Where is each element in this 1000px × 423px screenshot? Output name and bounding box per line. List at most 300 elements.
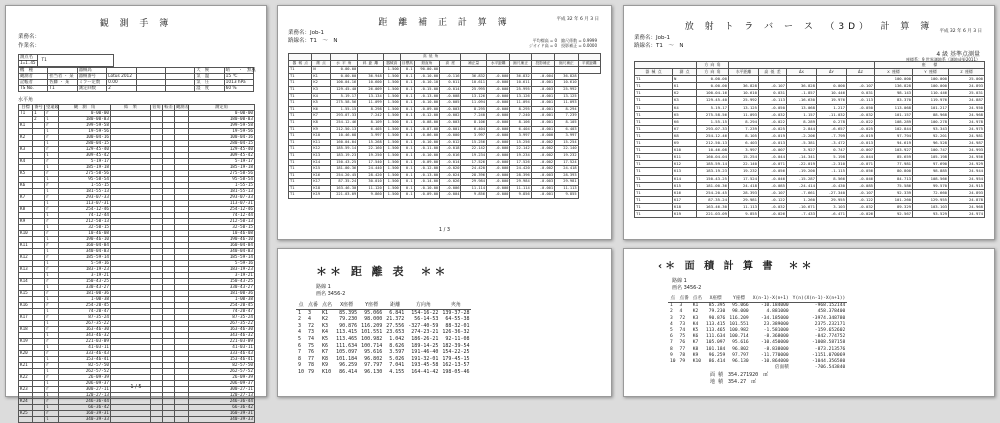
info-cell: T1 <box>48 86 77 92</box>
info-cell: 2 <box>107 86 136 92</box>
table-cell: -1.115 <box>817 168 847 175</box>
area-calculation-meta-route: 路線 1 <box>672 278 687 284</box>
table-cell: -0.001 <box>531 80 554 87</box>
table-cell: 7.239 <box>729 125 759 132</box>
table-cell: -10.864000 <box>761 359 789 365</box>
table-cell: 24.974 <box>949 210 985 217</box>
column-header: Y座標 <box>359 302 384 309</box>
table-row <box>635 118 985 125</box>
table-cell: K11 <box>312 139 330 146</box>
info-cell: 観測者 <box>19 74 48 80</box>
table-cell: K4 <box>312 93 330 100</box>
table-cell: K19 <box>19 339 33 345</box>
table-cell: -2.206 <box>787 132 817 139</box>
table-row <box>289 179 601 186</box>
table-cell: 246-36-44 <box>189 399 255 405</box>
table-cell: -8.368000 <box>763 334 789 340</box>
distance-correction-meta-route: 路線名：T1 ～ N <box>288 38 338 44</box>
table-cell: 0.011 <box>440 80 461 87</box>
column-header: ΔZ <box>847 69 875 76</box>
table-cell: 86.414 <box>339 368 358 375</box>
column-header: 投影補正 <box>531 60 554 67</box>
table-cell: -10.184000 <box>761 303 789 309</box>
column-header: 測 点 <box>312 60 330 67</box>
table-cell: -0.025 <box>759 125 787 132</box>
table-cell: K5 <box>692 328 699 334</box>
table-cell: 275-58-56 <box>189 171 255 177</box>
table-cell: 181-00-36 <box>697 182 729 189</box>
table-cell: 98.143 <box>875 90 913 97</box>
table-cell: 10.610 <box>555 80 578 87</box>
table-cell: 74-12-44 <box>189 213 255 219</box>
table-cell: K4 <box>19 159 33 165</box>
table-cell: 0.000 <box>817 83 847 90</box>
station-box <box>18 54 114 67</box>
table-cell: 4 <box>679 309 683 315</box>
table-cell: K10 <box>19 231 33 237</box>
table-cell: r <box>45 363 59 369</box>
radial-traverse-note: 座標系：9 世界測地系（測地成果2011） <box>906 57 980 62</box>
info-cell: TS No. <box>19 86 48 92</box>
table-row <box>635 83 985 90</box>
table-cell: 19-59-56 <box>59 129 111 135</box>
table-cell: 8.295 <box>510 106 531 113</box>
table-cell: l <box>45 225 59 231</box>
column-header: X(n-1)-X(n+1) <box>752 296 789 301</box>
column-header: 較差 <box>164 105 173 110</box>
area-value: 354.271920 <box>728 372 759 379</box>
column-header: 目標 <box>19 105 33 111</box>
table-cell: 1.217 <box>817 104 847 111</box>
table-cell <box>111 417 151 423</box>
info-cell: 機 種 <box>19 68 48 74</box>
table-row <box>296 369 471 376</box>
table-cell <box>163 417 175 423</box>
table-cell: l <box>45 165 59 171</box>
table-cell: 1.500 <box>383 179 400 186</box>
table-cell: 24.878 <box>949 196 985 203</box>
table-cell: 111.634 <box>705 334 726 340</box>
table-cell: T1 <box>289 119 312 126</box>
table-cell: -0.016 <box>440 152 461 159</box>
table-cell: 96.130 <box>732 359 749 365</box>
table-cell: 160-39-31 <box>59 411 111 417</box>
table-cell: 1 <box>670 303 673 309</box>
table-cell: -7.433 <box>787 210 817 217</box>
table-cell: -0.000 <box>486 185 509 192</box>
table-cell: 83.370 <box>875 97 913 104</box>
info-cell: 60 % <box>224 86 253 92</box>
table-cell: r <box>45 123 59 129</box>
table-cell: 1.500 <box>383 106 400 113</box>
table-cell: -22.019 <box>787 161 817 168</box>
table-cell: K2 <box>673 90 697 97</box>
table-cell: 0.1 <box>400 166 414 173</box>
table-cell: 185-59-14 <box>697 161 729 168</box>
table-cell <box>440 67 461 74</box>
table-cell: 101.551 <box>729 321 749 327</box>
info-cell <box>136 86 165 92</box>
table-cell: 17.526 <box>510 159 531 166</box>
table-cell: 254-20-45 <box>189 303 255 309</box>
table-cell: 1.500 <box>383 113 400 120</box>
table-cell: 185-59-14 <box>189 255 255 261</box>
table-cell: 96.802 <box>732 346 749 352</box>
table-cell: -0.122 <box>759 196 787 203</box>
table-row <box>635 182 985 189</box>
table-cell: -6.471 <box>817 210 847 217</box>
table-cell: 105.198 <box>913 154 949 161</box>
table-cell: 8.109 <box>358 119 384 126</box>
table-cell: 6.403 <box>729 140 759 147</box>
table-cell: -0.000 <box>531 133 554 140</box>
table-cell: r <box>45 411 59 417</box>
table-row <box>289 166 601 173</box>
table-cell: 74 <box>679 328 686 334</box>
table-cell: 19.232 <box>555 152 578 159</box>
table-cell: 79 <box>679 359 686 365</box>
table-cell: 95.066 <box>732 303 749 309</box>
table-cell: 190-46-10 <box>59 237 111 243</box>
table-cell: 7.240 <box>510 113 531 120</box>
table-cell: -3974.348780 <box>812 315 846 321</box>
table-cell: 181-00-36 <box>189 291 255 297</box>
table-cell: 5-59-16 <box>189 261 255 267</box>
table-cell: 3.597 <box>389 349 405 356</box>
table-cell: K3 <box>19 147 33 153</box>
table-cell: 183-19-23 <box>697 168 729 175</box>
table-cell: -1.857 <box>787 90 817 97</box>
distance-table-meta-name: 画名 3456-2 <box>316 291 346 297</box>
table-cell: T1 <box>289 80 312 87</box>
table-row <box>296 323 471 330</box>
table-row <box>635 132 985 139</box>
table-cell: 100-04-16 <box>697 90 729 97</box>
table-cell: 100.982 <box>361 335 383 342</box>
table-cell: 185-59-14 <box>330 146 358 153</box>
table-cell: l <box>45 321 59 327</box>
table-cell: -0.032 <box>759 111 787 118</box>
table-cell: 100-04-16 <box>59 135 111 141</box>
table-cell: 309-45-42 <box>189 153 255 159</box>
table-cell: -0.107 <box>759 189 787 196</box>
table-cell: 1 <box>298 309 302 316</box>
table-cell: r <box>45 279 59 285</box>
table-cell: 1.500 <box>383 192 400 199</box>
table-cell: 64-55-38 <box>445 316 470 323</box>
table-cell: -0-12-00 <box>414 113 440 120</box>
table-cell: 100.000 <box>875 76 913 83</box>
table-cell: 87-35-24 <box>189 315 255 321</box>
column-header: 縮尺補正 <box>510 60 531 67</box>
table-cell: 98.885 <box>913 168 949 175</box>
table-cell: -0.026 <box>759 210 787 217</box>
table-cell: 29.984 <box>461 179 487 186</box>
table-cell <box>461 67 487 74</box>
table-cell: 97.794 <box>875 132 913 139</box>
distance-correction-page-number: 1 / 3 <box>438 227 451 233</box>
table-cell: K2 <box>19 135 33 141</box>
table-cell: -0.000 <box>486 179 509 186</box>
table-cell: 1.042 <box>389 335 405 342</box>
table-cell: 274-23-21 <box>411 329 439 336</box>
table-cell: K16 <box>312 172 330 179</box>
table-cell: K17 <box>19 315 33 321</box>
table-cell: -0.001 <box>531 106 554 113</box>
table-cell <box>555 67 578 74</box>
column-header: 点名 <box>692 296 702 301</box>
table-cell: 102.844 <box>875 125 913 132</box>
table-cell: 41-03-11 <box>59 345 111 351</box>
table-cell: 22.142 <box>461 146 487 153</box>
table-cell: 160-04-04 <box>697 154 729 161</box>
table-cell: K10 <box>673 147 697 154</box>
table-cell: 8.294 <box>729 118 759 125</box>
table-cell: r <box>45 315 59 321</box>
table-cell: 8 <box>670 346 673 352</box>
table-cell: 267-35-22 <box>59 321 111 327</box>
table-cell: 22.140 <box>729 161 759 168</box>
table-cell: 185-59-14 <box>59 255 111 261</box>
table-cell: -0.000 <box>486 126 509 133</box>
table-cell: l <box>45 201 59 207</box>
table-cell: 0.1 <box>400 73 414 80</box>
table-cell: 25.031 <box>949 90 985 97</box>
table-cell: 92.339 <box>875 189 913 196</box>
table-cell: r <box>45 339 59 345</box>
table-cell: K6 <box>322 342 329 349</box>
table-cell: K7 <box>673 125 697 132</box>
table-cell: K18 <box>673 203 697 210</box>
table-cell: 78 <box>308 362 315 369</box>
info-cell <box>165 86 194 92</box>
radial-traverse-table <box>634 61 985 218</box>
table-cell: 15.256 <box>510 139 531 146</box>
table-cell: 100.747 <box>913 147 949 154</box>
table-cell: K15 <box>312 166 330 173</box>
table-cell: 22.140 <box>555 146 578 153</box>
table-cell: 90.876 <box>708 315 726 321</box>
table-cell: 85.395 <box>339 309 358 316</box>
table-row <box>289 133 601 140</box>
table-cell: 1.500 <box>383 93 400 100</box>
distance-table-title: ＊＊ 距 離 表 ＊＊ <box>316 265 449 278</box>
column-header: X 座標 <box>875 69 913 76</box>
table-cell: 100.278 <box>913 118 949 125</box>
table-row <box>635 111 985 118</box>
table-row <box>289 126 601 133</box>
table-cell: -0.026 <box>440 179 461 186</box>
info-cell: ミラー定数 <box>77 80 106 86</box>
table-cell: 24.968 <box>949 203 985 210</box>
table-cell: -0.000 <box>486 159 509 166</box>
table-cell: T1 <box>289 100 312 107</box>
table-cell: K2 <box>692 309 699 315</box>
table-row <box>635 140 985 147</box>
table-cell: 0.1 <box>400 192 414 199</box>
table-cell: r <box>45 231 59 237</box>
table-cell: 11.113 <box>729 203 759 210</box>
table-cell: K2 <box>322 316 329 323</box>
table-cell: 29.981 <box>729 196 759 203</box>
table-cell: 11.094 <box>510 100 531 107</box>
table-cell: 3 <box>679 303 683 309</box>
table-row <box>296 309 471 316</box>
table-cell: 0.1 <box>400 93 414 100</box>
table-cell: 75 <box>679 334 686 340</box>
section-label: 水平角 <box>18 97 34 103</box>
table-cell: 119.976 <box>913 97 949 104</box>
table-cell: K25 <box>19 411 33 417</box>
table-cell: T1 <box>635 83 673 90</box>
table-cell: 262-57-52 <box>189 369 255 375</box>
distance-correction-table <box>288 53 601 199</box>
table-row <box>289 113 601 120</box>
table-cell: 221-03-09 <box>330 192 358 199</box>
table-cell: 6.404 <box>510 126 531 133</box>
table-cell: 29.981 <box>555 179 578 186</box>
table-cell: -0.107 <box>847 83 875 90</box>
table-cell: 13.125 <box>555 93 578 100</box>
table-cell: K14 <box>19 279 33 285</box>
table-cell: 19.234 <box>461 152 487 159</box>
table-cell: 74 <box>308 335 315 342</box>
info-cell: 15 ℃ <box>224 74 253 80</box>
table-cell: 11.113 <box>555 185 578 192</box>
table-cell: 8.289 <box>787 118 817 125</box>
table-cell: -15.287 <box>787 175 817 182</box>
table-cell: 9.855 <box>555 192 578 199</box>
table-cell: 7.041 <box>389 362 405 369</box>
group-header-spacer <box>729 62 875 69</box>
table-cell: 340-39-33 <box>189 417 255 423</box>
table-cell: 186-26-21 <box>411 335 439 342</box>
table-cell: -0.004 <box>440 192 461 199</box>
table-cell: 77 <box>679 346 686 352</box>
table-cell: -0.008 <box>440 93 461 100</box>
table-cell: 183-19-23 <box>189 267 255 273</box>
tsubo-label: 地 積 <box>710 379 724 386</box>
table-cell: 221-03-09 <box>697 210 729 217</box>
table-cell: -11.770000 <box>761 352 789 358</box>
table-cell <box>787 76 817 83</box>
table-cell: 10.446 <box>817 90 847 97</box>
table-cell: 10.600 <box>358 80 384 87</box>
table-cell: 93.529 <box>913 210 949 217</box>
table-cell: K8 <box>673 132 697 139</box>
table-cell: l <box>45 189 59 195</box>
table-cell: 2 <box>670 309 673 315</box>
table-cell: 29.955 <box>817 196 847 203</box>
table-cell: 0.1 <box>400 113 414 120</box>
table-cell: 24.929 <box>949 161 985 168</box>
table-cell: 24.978 <box>949 118 985 125</box>
table-cell: K9 <box>19 219 33 225</box>
table-cell: r <box>45 399 59 405</box>
table-cell: 32-50-15 <box>59 225 111 231</box>
observation-book-meta-job: 業務名： <box>18 34 41 40</box>
table-cell: 0-00-00 <box>330 67 358 74</box>
info-cell: 器械高 <box>77 68 106 74</box>
table-cell: 10.611 <box>461 80 487 87</box>
table-cell: 191-46-40 <box>411 349 439 356</box>
table-row <box>635 147 985 154</box>
table-cell: 4.881000 <box>766 309 789 315</box>
table-cell <box>817 76 847 83</box>
table-cell: 103.103 <box>913 203 949 210</box>
table-cell: 0.1 <box>400 146 414 153</box>
table-cell: -0.032 <box>759 203 787 210</box>
table-cell: r <box>45 159 59 165</box>
table-cell: 103.927 <box>875 147 913 154</box>
table-cell: -8.838000 <box>763 346 789 352</box>
table-cell: 206-09-37 <box>59 381 111 387</box>
table-cell: 113.415 <box>336 329 358 336</box>
table-cell: 0.1 <box>400 185 414 192</box>
table-cell: -0.003 <box>531 172 554 179</box>
table-cell: K12 <box>312 146 330 153</box>
table-cell: 82-57-50 <box>59 363 111 369</box>
table-cell: 101.184 <box>336 355 358 362</box>
table-cell: 1.260 <box>787 196 817 203</box>
radial-traverse-date: 平成 32 年 6 月 3 日 <box>939 29 982 34</box>
table-cell: 198-05-46 <box>442 368 470 375</box>
table-cell: N <box>673 76 697 83</box>
table-cell: K17 <box>312 179 330 186</box>
table-cell: 87-35-24 <box>330 179 358 186</box>
table-cell: r <box>45 327 59 333</box>
table-cell: -0.003 <box>440 119 461 126</box>
table-cell: -1044.356580 <box>812 359 846 365</box>
area-calculation-page <box>623 248 995 397</box>
table-cell: K9 <box>312 126 330 133</box>
table-cell: 23.389000 <box>763 321 789 327</box>
table-cell: 9.856 <box>510 192 531 199</box>
table-cell: K16 <box>673 189 697 196</box>
table-cell: l <box>45 417 59 423</box>
table-cell: K6 <box>312 106 330 113</box>
table-cell: 8.566 <box>817 175 847 182</box>
table-cell: 293-07-33 <box>59 195 111 201</box>
table-cell: 24.893 <box>949 83 985 90</box>
table-cell: -0-10-00 <box>414 100 440 107</box>
table-cell: T1 <box>635 161 673 168</box>
table-cell: 129-45-40 <box>189 147 255 153</box>
info-cell: 気 温 <box>195 74 224 80</box>
table-cell: 6.403 <box>555 126 578 133</box>
table-cell: 3 <box>308 309 312 316</box>
table-cell: 13.126 <box>461 93 487 100</box>
table-cell: -0.001 <box>531 100 554 107</box>
info-cell: 担当者 ・ 某 <box>48 74 77 80</box>
table-cell: 162-13-57 <box>442 362 470 369</box>
table-cell: 6 <box>298 342 302 349</box>
table-cell: l <box>45 297 59 303</box>
table-cell: T1 <box>635 168 673 175</box>
column-header: ΔY <box>817 69 847 76</box>
table-cell: 183-19-23 <box>59 267 111 273</box>
table-cell: 7.239 <box>555 113 578 120</box>
table-cell: 22.160 <box>358 146 384 153</box>
table-cell: 343-46-32 <box>59 333 111 339</box>
table-cell <box>151 417 163 423</box>
table-cell <box>175 417 189 423</box>
table-cell: -968.152144 <box>814 303 846 309</box>
table-cell: T1 <box>635 104 673 111</box>
table-cell: 275-58-56 <box>59 171 111 177</box>
table-cell: -0.430 <box>817 182 847 189</box>
table-row <box>289 192 601 199</box>
